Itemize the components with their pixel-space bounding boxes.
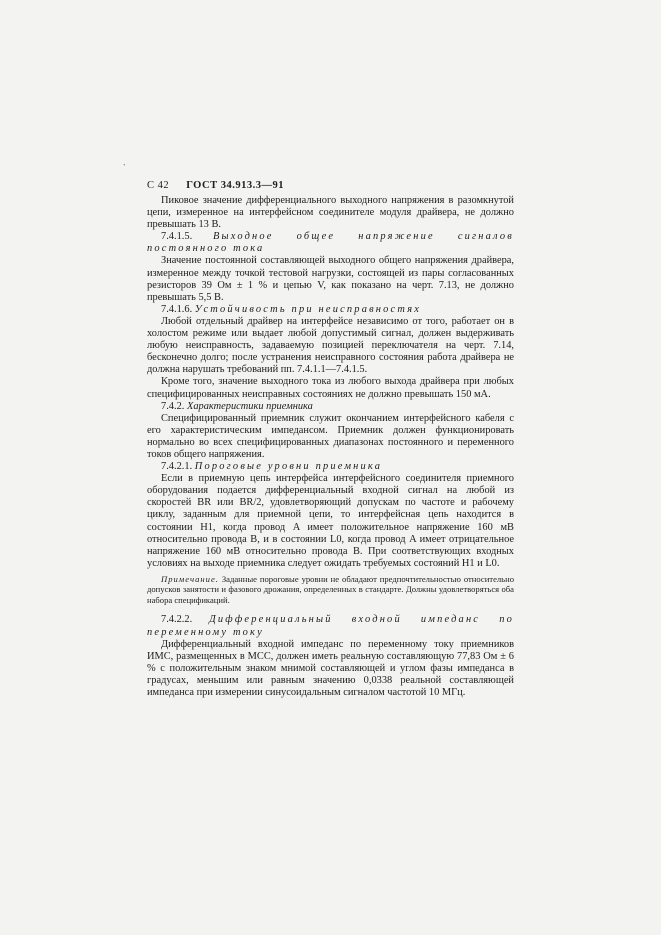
note [147,574,514,606]
paragraph: Дифференциальный входной импеданс по переменному току приемников ИМС, размещенных в МСС, должен иметь реальную составляющую 77,83 Ом ± 6 % с положительным знаком мнимой составляющей и углом фазы импеданса в градусах, меньшим или равным значению 0,0338 реальной составляющей импеданса при измерении синусоидальным сигналом частотой 10 МГц. [147,638,514,698]
note-text: Заданные пороговые уровни не обладают предпочтительностью относительно допусков занятости и фазового дрожания, определенных в стандарте. Должны удовлетворяться оба набора спецификаций. [147,573,514,605]
section-title: Характеристики приемника [187,400,313,412]
section-number: 7.4.2.1. [161,461,193,473]
section-title: Выходное общее напряжение сигналов постоянного тока [147,231,514,255]
section-heading [147,614,514,638]
section-number: 7.4.1.5. [161,231,193,243]
section-heading [147,461,514,473]
paragraph: Специфицированный приемник служит окончанием интерфейсного кабеля с его характеристическим импедансом. Приемник должен функционировать нормально во всех специфицированных диапазонах постоянного и переменного токов общего напряжения. [147,412,514,460]
section-heading [147,231,514,255]
paragraph: Если в приемную цепь интерфейса интерфейсного соединителя приемного оборудования подается дифференциальный входной сигнал на любой из скоростей BR или BR/2, удовлетворяющий допускам по частоте и рабочему циклу, заданным для приемной цепи, то интерфейсная цепь находится в состоянии H1, когда провод A имеет положительное напряжение 160 мВ относительно провода B, и в состоянии L0, когда провод A имеет отрицательное напряжение 160 мВ относительно провода B. При соответствующих входных условиях на выходе приемника следует ожидать требуемых состояний H1 и L0. [147,473,514,569]
section-number: 7.4.2. [161,400,185,412]
paragraph: Пиковое значение дифференциального выходного напряжения в разомкнутой цепи, измеренное на интерфейсном соединителе модуля драйвера, не должно превышать 13 В. [147,195,514,231]
paragraph: Любой отдельный драйвер на интерфейсе независимо от того, работает он в холостом режиме или выдает любой допустимый сигнал, должен выдерживать любую неисправность, задаваемую позицией переключателя на черт. 7.14, бесконечно долго; после устранения неисправного состояния работа драйвера не должна нарушать требований пп. 7.4.1.1—7.4.1.5. [147,315,514,376]
section-number: 7.4.1.6. [161,303,193,315]
paragraph: Кроме того, значение выходного тока из любого выхода драйвера при любых специфицированных неисправных состояниях не должно превышать 150 мА. [147,376,514,400]
section-heading [147,304,514,316]
page-header [147,180,284,191]
standard-code: ГОСТ 34.913.3—91 [186,180,284,191]
paragraph: Значение постоянной составляющей выходного общего напряжения драйвера, измеренное между точкой тестовой нагрузки, состоящей из пары согласованных резисторов 39 Ом ± 1 % и цепью V, как показано на черт. 7.13, не должно превышать 5,5 В. [147,255,514,303]
section-title: Устойчивость при неисправностях [194,303,422,315]
note-label: Примечание. [161,573,219,584]
section-title: Пороговые уровни приемника [194,461,383,473]
section-number: 7.4.2.2. [161,614,193,626]
page-number: С 42 [147,180,170,191]
section-title: Дифференциальный входной импеданс по переменному току [147,614,514,638]
document-body [147,195,514,699]
section-heading [147,401,514,413]
scan-mark: ` [123,163,126,172]
